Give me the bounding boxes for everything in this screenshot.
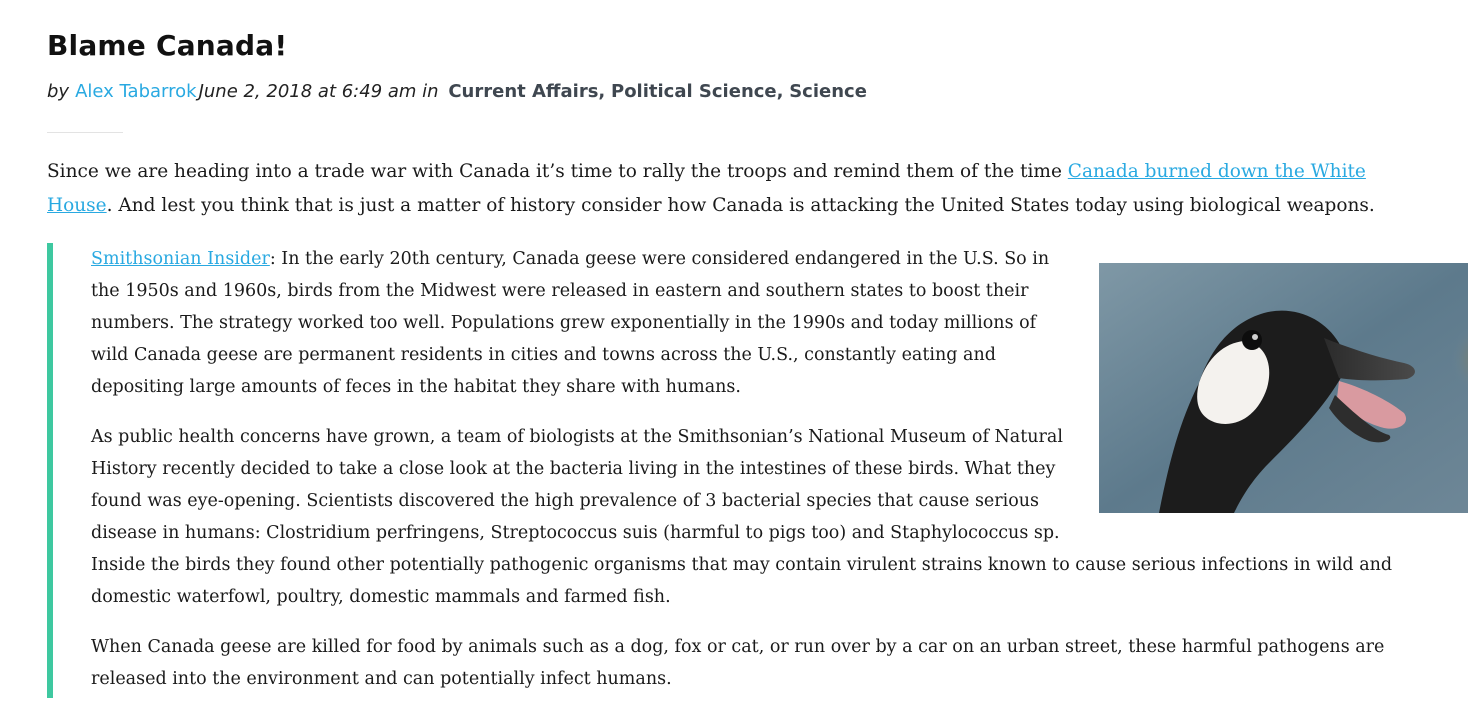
meta-divider xyxy=(47,132,123,133)
meta-by-label: by xyxy=(47,81,70,102)
quote-paragraph-1-text: : In the early 20th century, Canada geese were considered endangered in the U.S. So in the 1950s and 1960s, birds from the Midwest were released in eastern and southern states to boost their numbers. The strategy worked too well. Populations grew exponentially in the 1990s and today millions of wild Canada geese are permanent residents in cities and towns across the U.S., constantly eating and depositing large amounts of feces in the habitat they share with humans. xyxy=(91,249,1050,397)
blockquote xyxy=(47,243,1427,698)
category-link-science[interactable]: Science xyxy=(789,81,867,102)
intro-text-after-link: . And lest you think that is just a matter of history consider how Canada is attacking the United States today using biological weapons. xyxy=(106,195,1375,216)
category-separator: , xyxy=(776,81,784,102)
post-article xyxy=(47,26,1447,223)
post-meta xyxy=(47,78,1447,106)
white-house-link[interactable]: Canada burned down the White House xyxy=(47,161,1366,216)
smithsonian-insider-link[interactable]: Smithsonian Insider xyxy=(91,249,270,269)
meta-in-label: in xyxy=(422,81,439,102)
intro-text-before-link: Since we are heading into a trade war with Canada it’s time to rally the troops and remind them of the time xyxy=(47,161,1068,182)
quote-paragraph-1 xyxy=(91,243,1427,403)
goose-eye xyxy=(1242,330,1262,350)
category-link-current-affairs[interactable]: Current Affairs xyxy=(448,81,599,102)
goose-photo-svg xyxy=(1099,263,1468,513)
intro-paragraph xyxy=(47,155,1437,223)
post-title: Blame Canada! xyxy=(47,29,288,62)
goose-eye-highlight xyxy=(1252,334,1258,340)
canada-goose-photo xyxy=(1099,263,1468,513)
author-link[interactable]: Alex Tabarrok xyxy=(75,81,197,102)
category-link-political-science[interactable]: Political Science xyxy=(611,81,777,102)
quote-paragraph-3: When Canada geese are killed for food by animals such as a dog, fox or cat, or run over by a car on an urban street, these harmful pathogens are released into the environment and can potentially infect humans. xyxy=(91,637,1385,689)
category-separator: , xyxy=(598,81,606,102)
post-date: June 2, 2018 at 6:49 am xyxy=(198,81,417,102)
quote-paragraph-2: As public health concerns have grown, a team of biologists at the Smithsonian’s National Museum of Natural History recently decided to take a close look at the bacteria living in the intestines of these birds. What they found was eye-opening. Scientists discovered the high prevalence of 3 bacterial species that cause serious disease in humans: Clostridium perfringens, Streptococcus suis (harmful to pigs too) and Staphylococcus sp. Inside the birds they found other potentially pathogenic organisms that may contain virulent strains known to cause serious infections in wild and domestic waterfowl, poultry, domestic mammals and farmed fish. xyxy=(91,427,1393,607)
